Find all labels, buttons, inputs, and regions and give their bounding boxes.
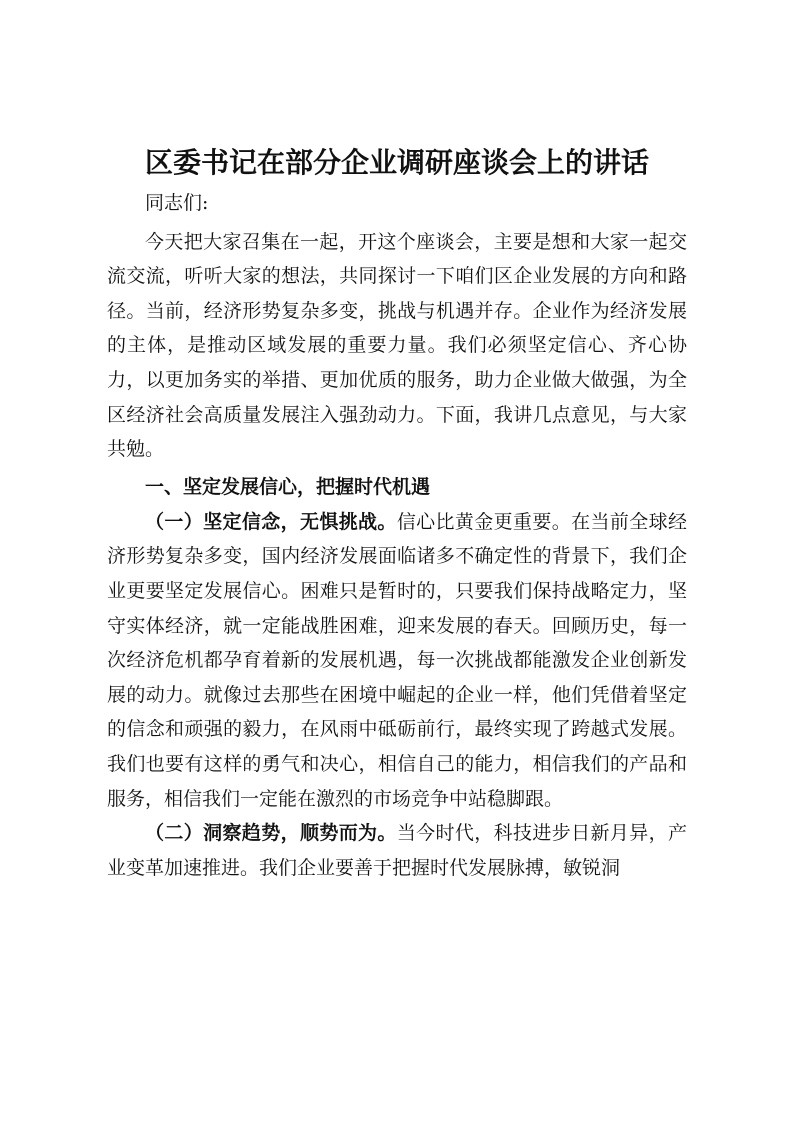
document-title: 区委书记在部分企业调研座谈会上的讲话 (144, 146, 649, 179)
salutation: 同志们: (145, 192, 209, 214)
item-1-title: （一）坚定信念，无惧挑战。 (145, 510, 397, 533)
item-2-body: 当今时代，科技进步日新月异，产业变革加速推进。我们企业要善于把握时代发展脉搏，敏锐洞 (107, 822, 687, 879)
item-2-title: （二）洞察趋势，顺势而为。 (145, 822, 397, 845)
paragraph-item-1 (107, 505, 687, 816)
document-page (107, 140, 687, 885)
section-heading-1: 一、坚定发展信心，把握时代机遇 (145, 475, 431, 498)
intro-paragraph: 今天把大家召集在一起，开这个座谈会，主要是想和大家一起交流交流，听听大家的想法，共同探讨一下咱们区企业发展的方向和路径。当前，经济形势复杂多变，挑战与机遇并存。企业作为经济发展的主体，是推动区域发展的重要力量。我们必须坚定信心、齐心协力，以更加务实的举措、更加优质的服务，助力企业做大做强，为全区经济社会高质量发展注入强劲动力。下面，我讲几点意见，与大家共勉。 (107, 230, 687, 461)
paragraph-item-2 (107, 816, 687, 885)
item-1-body: 信心比黄金更重要。在当前全球经济形势复杂多变，国内经济发展面临诸多不确定性的背景下，我们企业更要坚定发展信心。困难只是暂时的，只要我们保持战略定力，坚守实体经济，就一定能战胜困难，迎来发展的春天。回顾历史，每一次经济危机都孕育着新的发展机遇，每一次挑战都能激发企业创新发展的动力。就像过去那些在困境中崛起的企业一样，他们凭借着坚定的信念和顽强的毅力，在风雨中砥砺前行，最终实现了跨越式发展。我们也要有这样的勇气和决心，相信自己的能力，相信我们的产品和服务，相信我们一定能在激烈的市场竞争中站稳脚跟。 (107, 510, 687, 810)
